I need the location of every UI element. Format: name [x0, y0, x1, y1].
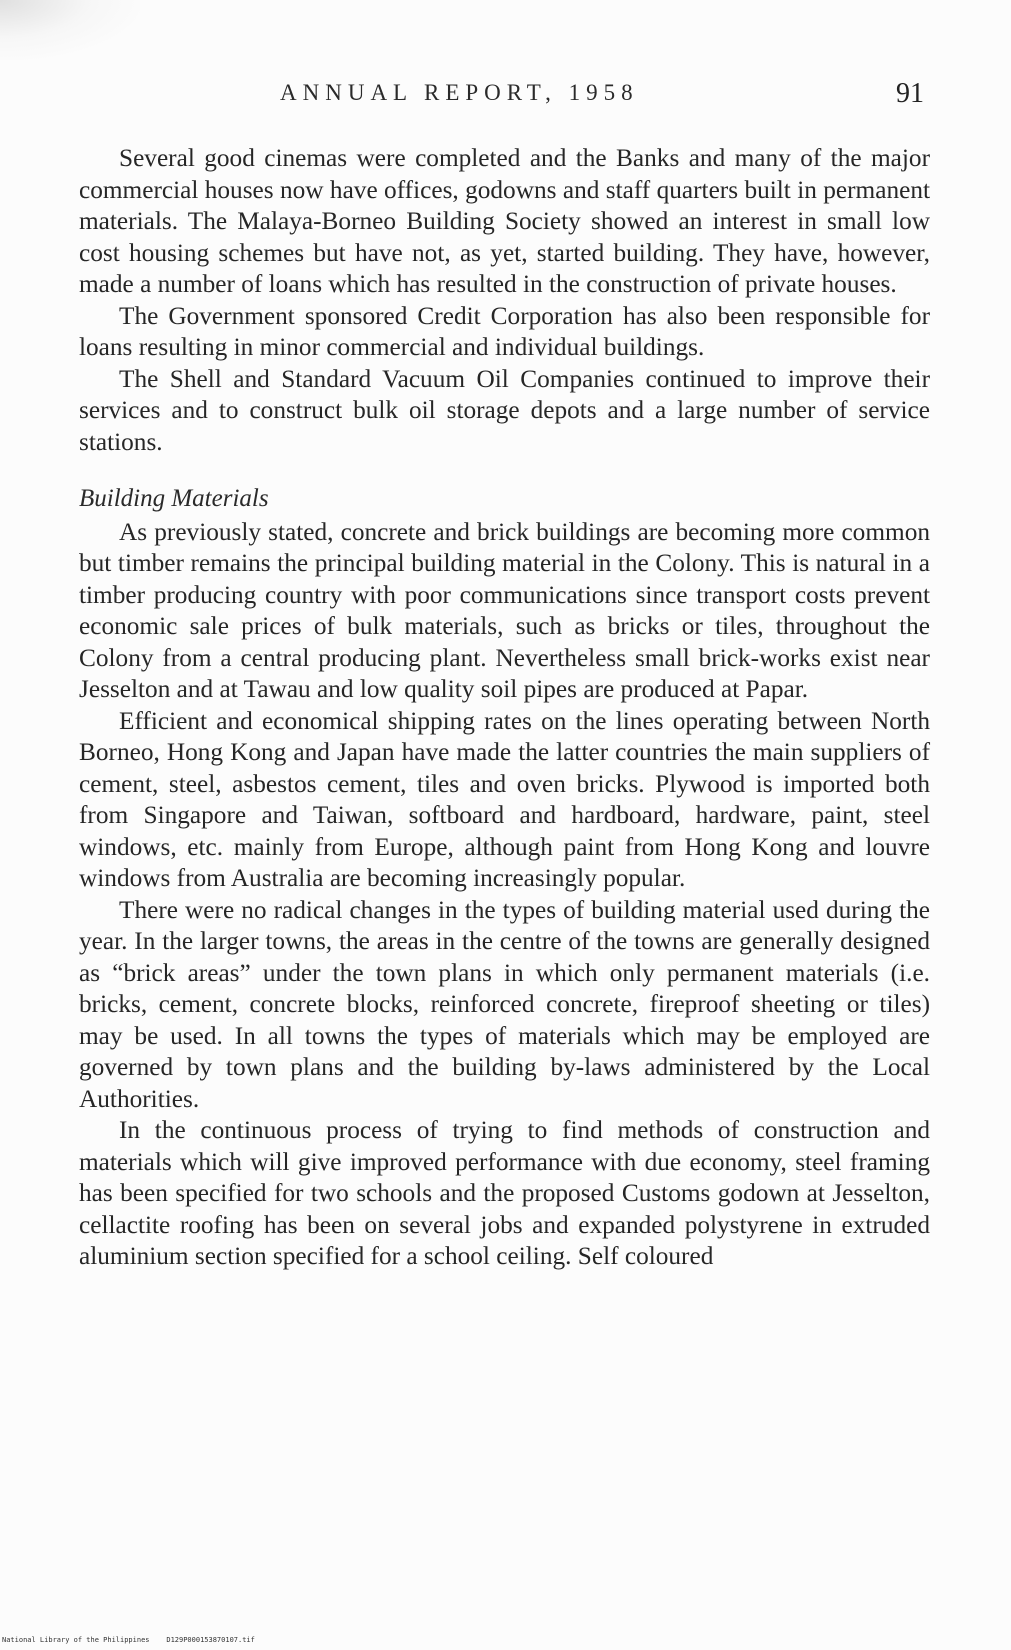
section-heading: Building Materials: [79, 485, 269, 512]
scan-credit-footer: National Library of the Philippines D129P000153870107.tif: [2, 1636, 255, 1644]
paragraph-building-material-types: There were no radical changes in the types of building material used during the year. In the larger towns, the areas in the centre of the towns are generally designed as “brick areas” under the town plans in which only permanent materials (i.e. bricks, cement, concrete blocks, reinforced concrete, fireproof sheeting or tiles) may be used. In all towns the types of materials which may be employed are governed by town plans and the building by-laws administered by the Local Authorities.: [79, 895, 930, 1113]
paragraph-credit-corporation: The Government sponsored Credit Corporation has also been responsible for loans resulting in minor commercial and individual buildings.: [79, 301, 930, 361]
paragraph-oil-companies: The Shell and Standard Vacuum Oil Companies continued to improve their services and to construct bulk oil storage depots and a large number of service stations.: [79, 364, 930, 456]
paragraph-cinemas: Several good cinemas were completed and the Banks and many of the major commercial houses now have offices, godowns and staff quarters built in permanent materials. The Malaya-Borneo Building Society showed an interest in small low cost housing schemes but have not, as yet, started building. They have, however, made a number of loans which has resulted in the construction of private houses.: [79, 144, 930, 298]
paragraph-shipping: Efficient and economical shipping rates on the lines operating between North Borneo, Hong Kong and Japan have made the latter countries the main suppliers of cement, steel, asbestos cement, tiles and oven bricks. Plywood is imported both from Singapore and Taiwan, softboard and hardboard, hardware, paint, steel windows, etc. mainly from Europe, although paint from Hong Kong and louvre windows from Australia are becoming increasingly popular.: [79, 706, 930, 892]
scan-corner-shadow: [0, 0, 140, 60]
running-head: ANNUAL REPORT, 1958: [280, 80, 639, 105]
paragraph-construction-methods: In the continuous process of trying to find methods of construction and materials which will give improved performance with due economy, steel framing has been specified for two schools and the proposed Customs godown at Jesselton, cellactite roofing has been on several jobs and expanded polystyrene in extruded aluminium section specified for a school ceiling. Self coloured: [79, 1116, 930, 1270]
body-text: [79, 143, 930, 1273]
paragraph-timber: As previously stated, concrete and brick buildings are becoming more common but timber remains the principal building material in the Colony. This is natural in a timber producing country with poor communications since transport costs prevent economic sale prices of bulk materials, such as bricks or tiles, throughout the Colony from a central producing plant. Nevertheless small brick-works exist near Jesselton and at Tawau and low quality soil pipes are produced at Papar.: [79, 517, 930, 703]
page-number: 91: [896, 78, 924, 109]
